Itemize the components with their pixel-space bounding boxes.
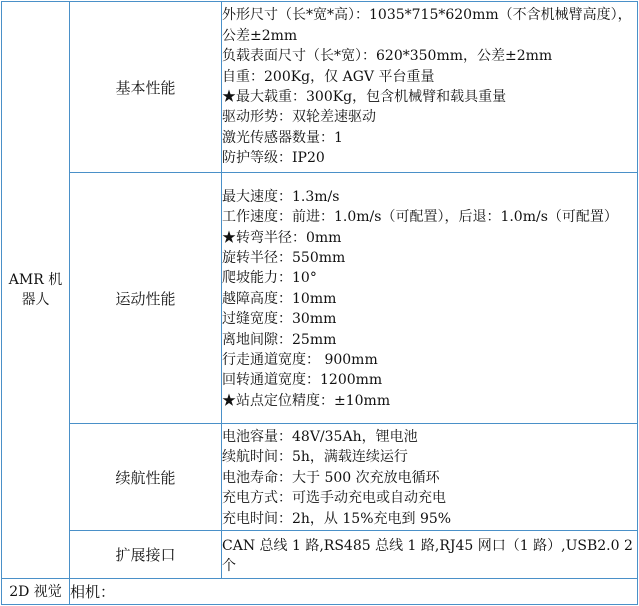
basic-performance-label: 基本性能 (70, 2, 222, 173)
spec-line: ★站点定位精度：±10mm (222, 392, 391, 409)
spec-line: 驱动形势：双轮差速驱动 (222, 109, 376, 126)
spec-line: 回转通道宽度：1200mm (222, 372, 383, 389)
basic-performance-details (222, 2, 638, 173)
expansion-interface-details (222, 531, 638, 579)
row-basic-performance (2, 2, 638, 173)
spec-line: 最大速度：1.3m/s (222, 188, 340, 205)
spec-line: 离地间隙：25mm (222, 331, 337, 348)
motion-performance-details (222, 173, 638, 424)
spec-line: ★转弯半径：0mm (222, 229, 342, 246)
spec-line: 充电时间：2h，从 15%充电到 95% (222, 510, 452, 527)
battery-performance-details (222, 424, 638, 531)
spec-line: 过缝宽度：30mm (222, 311, 337, 328)
expansion-interface-label: 扩展接口 (70, 531, 222, 579)
row-expansion-interface (2, 531, 638, 579)
spec-line: 防护等级：IP20 (222, 150, 325, 167)
spec-line: 续航时间：5h，满载连续运行 (222, 449, 408, 466)
spec-line: 电池容量：48V/35Ah，锂电池 (222, 428, 418, 445)
spec-line: 工作速度：前进：1.0m/s（可配置），后退：1.0m/s（可配置） (222, 209, 618, 226)
spec-line: ★最大载重：300Kg，包含机械臂和载具重量 (222, 89, 507, 105)
row-battery-performance (2, 424, 638, 531)
spec-line: 自重：200Kg，仅 AGV 平台重量 (222, 68, 435, 85)
row-2d-vision (2, 579, 638, 605)
spec-line: 行走通道宽度： 900mm (222, 352, 378, 369)
camera-cell: 相机： (70, 579, 638, 605)
spec-line: 外形尺寸（长*宽*高）：1035*715*620mm（不含机械臂高度），公差±2mm (222, 7, 632, 44)
spec-line: CAN 总线 1 路,RS485 总线 1 路,RJ45 网口（1 路）,USB2.0 2 个 (222, 537, 633, 574)
battery-performance-label: 续航性能 (70, 424, 222, 531)
spec-line: 越障高度：10mm (222, 290, 337, 307)
spec-line: 爬坡能力：10° (222, 270, 317, 287)
spec-line: 旋转半径：550mm (222, 249, 346, 266)
spec-table (1, 1, 638, 605)
category-cell: AMR 机器人 (2, 2, 70, 579)
spec-line: 激光传感器数量：1 (222, 129, 343, 146)
spec-line: 负载表面尺寸（长*宽）：620*350mm，公差±2mm (222, 48, 553, 65)
spec-line: 充电方式：可选手动充电或自动充电 (222, 490, 446, 507)
row-motion-performance (2, 173, 638, 424)
vision-category-cell: 2D 视觉 (2, 579, 70, 605)
spec-line: 电池寿命：大于 500 次充放电循环 (222, 469, 440, 486)
motion-performance-label: 运动性能 (70, 173, 222, 424)
